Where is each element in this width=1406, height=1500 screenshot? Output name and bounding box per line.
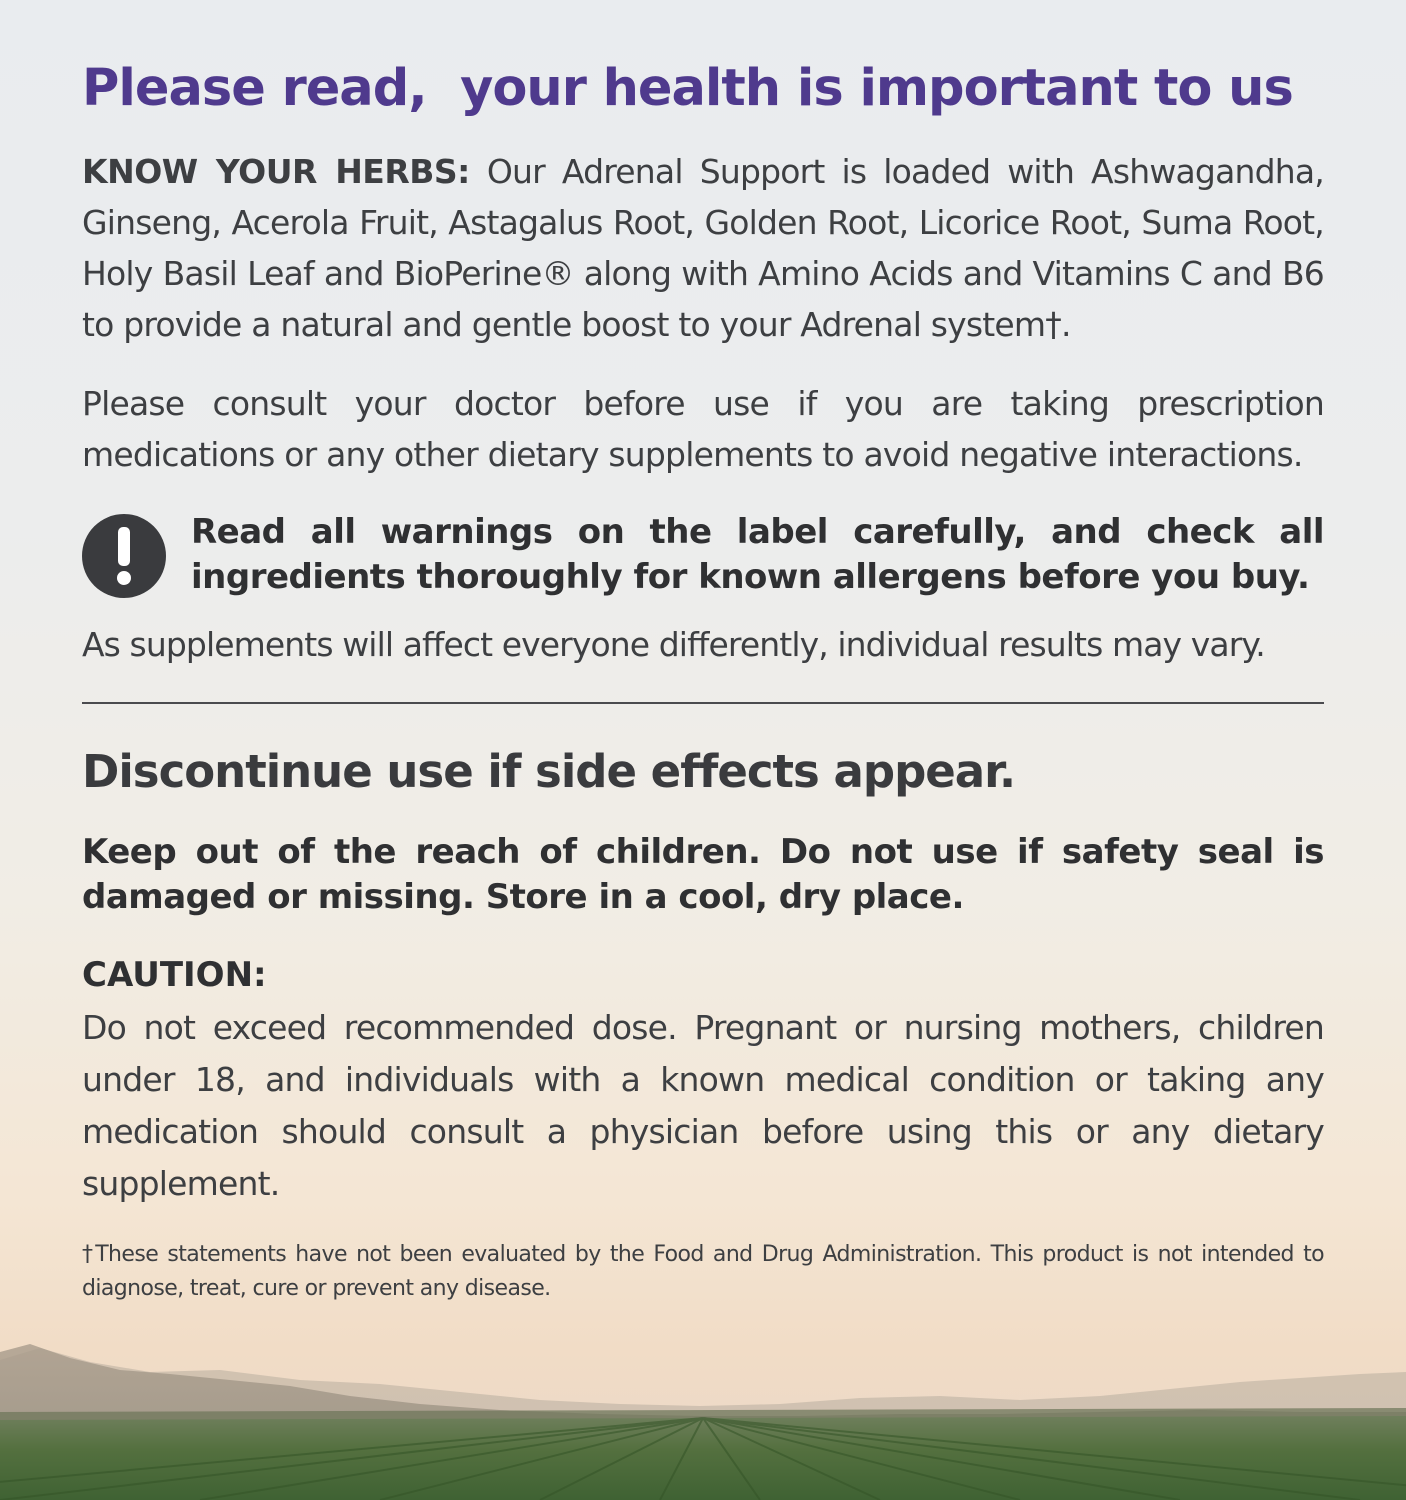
fda-disclaimer: †These statements have not been evaluated by the Food and Drug Administration. This product is not intended to diagnose, treat, cure or prevent any disease.	[82, 1242, 1324, 1301]
page-title: Please read, your health is important to us	[82, 59, 1293, 118]
caution-text: Do not exceed recommended dose. Pregnant or nursing mothers, children under 18, and individuals with a known medical condition or taking any medication should consult a physician before using this or any dietary supplement.	[82, 1008, 1324, 1203]
warning-callout	[82, 510, 1324, 600]
herbs-lead: KNOW YOUR HERBS:	[82, 152, 470, 191]
results-paragraph: As supplements will affect everyone differently, individual results may vary.	[82, 625, 1265, 664]
landscape-background	[0, 1300, 1406, 1500]
exclamation-circle-icon	[82, 514, 166, 598]
herbs-text: Our Adrenal Support is loaded with Ashwagandha, Ginseng, Acerola Fruit, Astagalus Root, Golden Root, Licorice Root, Suma Root, Holy Basil Leaf and BioPerine® along with Amino Acids and Vitamins C and B6 to provide a natural and gentle boost to your Adrenal system†.	[82, 152, 1324, 344]
storage-warning: Keep out of the reach of children. Do not use if safety seal is damaged or missing. Store in a cool, dry place.	[82, 832, 1324, 917]
crop-field	[0, 1416, 1406, 1500]
consult-paragraph: Please consult your doctor before use if you are taking prescription medications or any other dietary supplements to avoid negative interactions.	[82, 384, 1324, 474]
herbs-paragraph	[82, 146, 1324, 350]
section-divider	[82, 702, 1324, 704]
discontinue-heading: Discontinue use if side effects appear.	[82, 745, 1016, 798]
notice-content	[82, 58, 1324, 1306]
warning-text: Read all warnings on the label carefully, and check all ingredients thoroughly for known allergens before you buy.	[191, 512, 1324, 597]
caution-heading: CAUTION:	[82, 955, 267, 995]
